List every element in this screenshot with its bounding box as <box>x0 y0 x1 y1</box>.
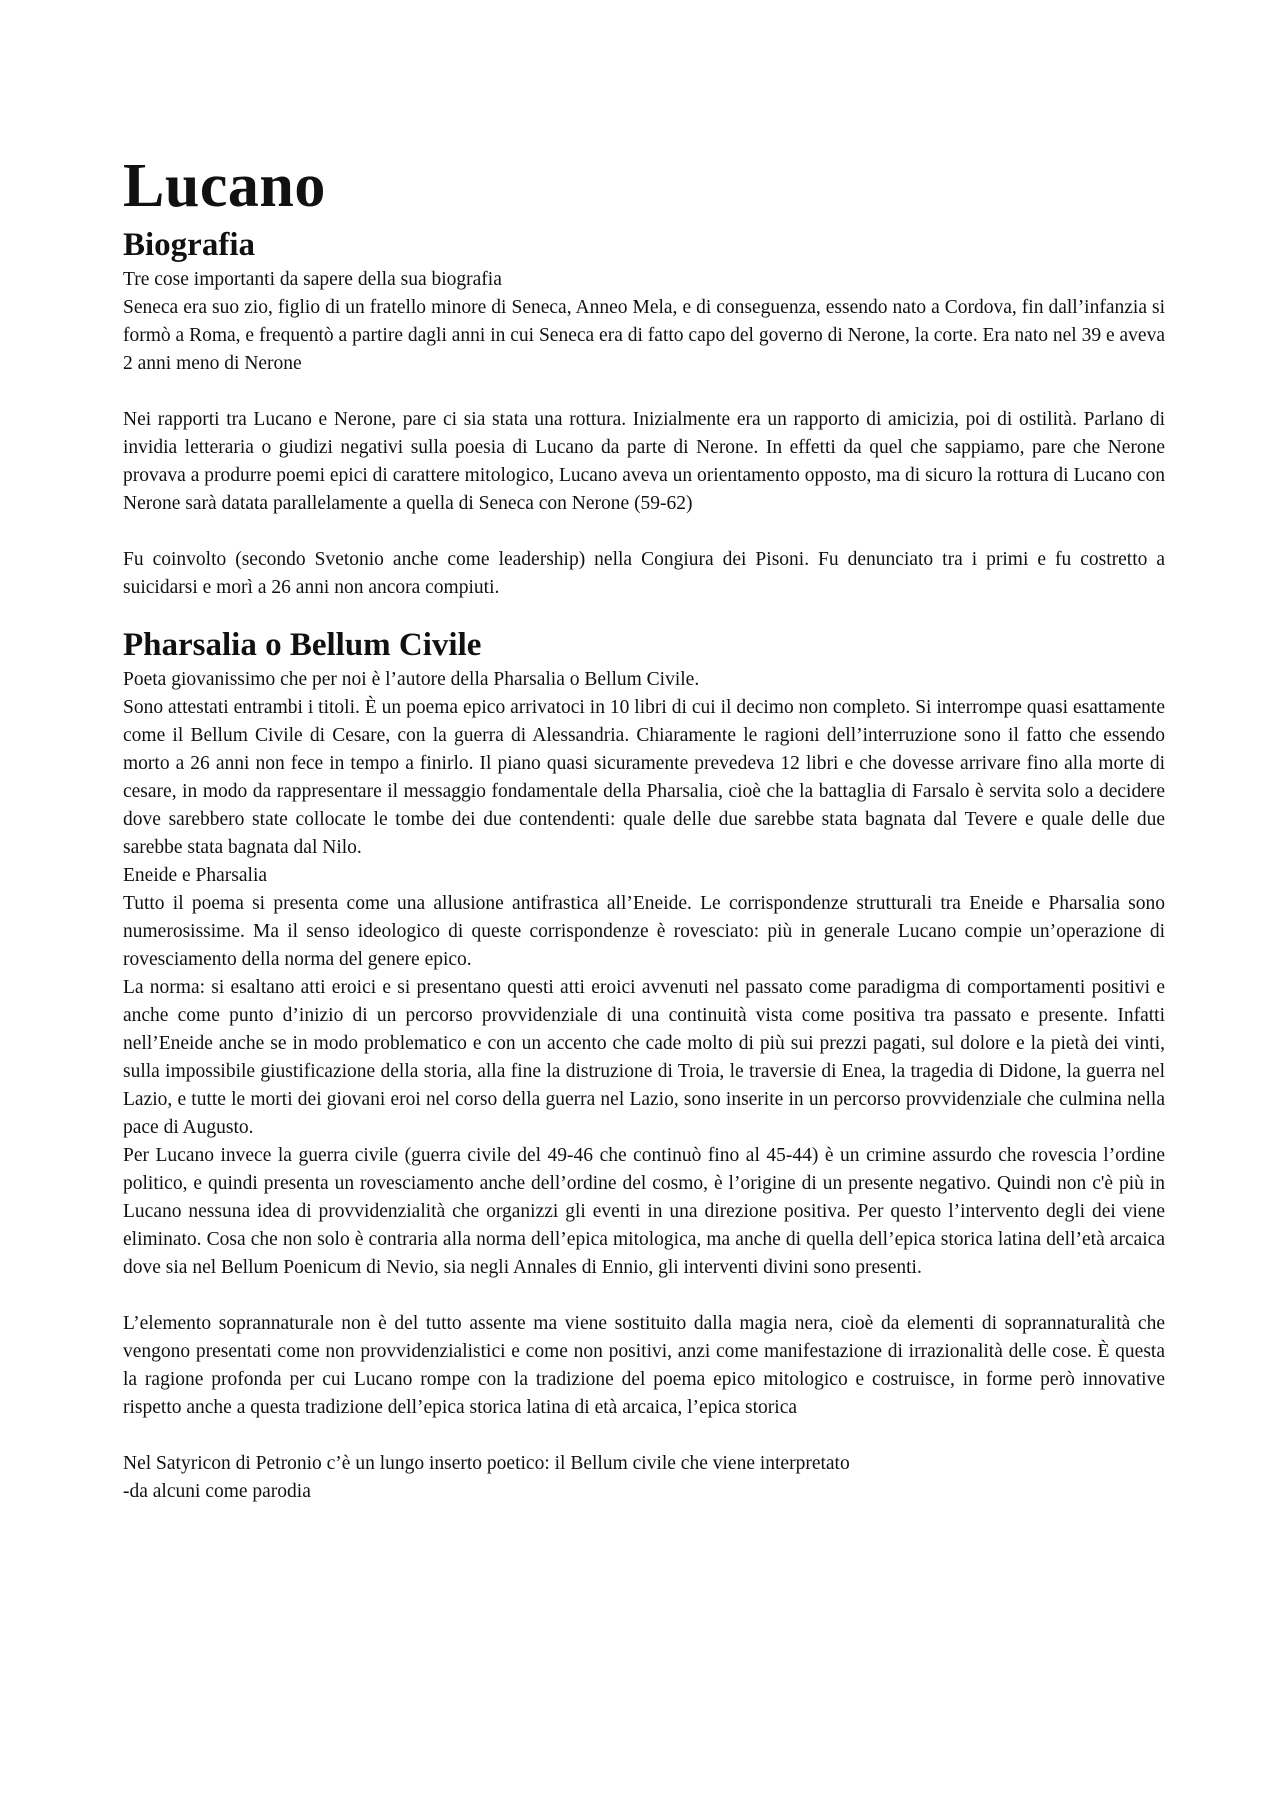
paragraph-spacer <box>123 378 1165 406</box>
paragraph: Seneca era suo zio, figlio di un fratello minore di Seneca, Anneo Mela, e di conseguenza, essendo nato a Cordova, fin dall’infanzia si formò a Roma, e frequentò a partire dagli anni in cui Seneca era di fatto capo del governo di Nerone, la corte. Era nato nel 39 e aveva 2 anni meno di Nerone <box>123 297 1165 374</box>
paragraph-spacer <box>123 518 1165 546</box>
paragraph: Sono attestati entrambi i titoli. È un poema epico arrivatoci in 10 libri di cui il decimo non completo. Si interrompe quasi esattamente come il Bellum Civile di Cesare, con la guerra di Alessandria. Chiaramente le ragioni dell’interruzione sono il fatto che essendo morto a 26 anni non fece in tempo a finirlo. Il piano quasi sicuramente prevedeva 12 libri e che dovesse arrivare fino alla morte di cesare, in modo da rappresentare il messaggio fondamentale della Pharsalia, cioè che la battaglia di Farsalo è servita solo a decidere dove sarebbero state collocate le tombe dei due contendenti: quale delle due sarebbe stata bagnata dal Tevere e quale delle due sarebbe stata bagnata dal Nilo. <box>123 697 1165 858</box>
paragraph: Nei rapporti tra Lucano e Nerone, pare ci sia stata una rottura. Inizialmente era un rapporto di amicizia, poi di ostilità. Parlano di invidia letteraria o giudizi negativi sulla poesia di Lucano da parte di Nerone. In effetti da quel che sappiamo, pare che Nerone provava a produrre poemi epici di carattere mitologico, Lucano aveva un orientamento opposto, ma di sicuro la rottura di Lucano con Nerone sarà datata parallelamente a quella di Seneca con Nerone (59-62) <box>123 409 1165 514</box>
section-heading-biografia: Biografia <box>123 227 255 263</box>
paragraph-spacer <box>123 1422 1165 1450</box>
document-page <box>123 150 1165 1506</box>
paragraph: La norma: si esaltano atti eroici e si presentano questi atti eroici avvenuti nel passato come paradigma di comportamenti positivi e anche come punto d’inizio di un percorso provvidenziale di una continuità vista come positiva tra passato e presente. Infatti nell’Eneide anche se in modo problematico e con un accento che cade molto di più sui prezzi pagati, sul dolore e la pietà dei vinti, sulla impossibile giustificazione della storia, alla fine la distruzione di Troia, le traversie di Enea, la tragedia di Didone, la guerra nel Lazio, e tutte le morti dei giovani eroi nel corso della guerra nel Lazio, sono inserite in un percorso provvidenziale che culmina nella pace di Augusto. <box>123 977 1165 1138</box>
section-heading-pharsalia: Pharsalia o Bellum Civile <box>123 627 482 663</box>
paragraph: Per Lucano invece la guerra civile (guerra civile del 49-46 che continuò fino al 45-44) è un crimine assurdo che rovescia l’ordine politico, e quindi presenta un rovesciamento anche dell’ordine del cosmo, è l’origine di un presente negativo. Quindi non c'è più in Lucano nessuna idea di provvidenzialità che organizzi gli eventi in una direzione positiva. Per questo l’intervento degli dei viene eliminato. Cosa che non solo è contraria alla norma dell’epica mitologica, ma anche di quella dell’epica storica latina dell’età arcaica dove sia nel Bellum Poenicum di Nevio, sia negli Annales di Ennio, gli interventi divini sono presenti. <box>123 1145 1165 1278</box>
paragraph: Fu coinvolto (secondo Svetonio anche come leadership) nella Congiura dei Pisoni. Fu denunciato tra i primi e fu costretto a suicidarsi e morì a 26 anni non ancora compiuti. <box>123 549 1165 598</box>
document-title: Lucano <box>123 152 326 220</box>
paragraph: Poeta giovanissimo che per noi è l’autore della Pharsalia o Bellum Civile. <box>123 669 700 690</box>
paragraph: -da alcuni come parodia <box>123 1481 311 1502</box>
subheading-eneide-pharsalia: Eneide e Pharsalia <box>123 865 268 886</box>
paragraph: Tre cose importanti da sapere della sua biografia <box>123 269 502 290</box>
paragraph: Nel Satyricon di Petronio c’è un lungo inserto poetico: il Bellum civile che viene interpretato <box>123 1453 850 1474</box>
paragraph-spacer <box>123 1282 1165 1310</box>
paragraph: L’elemento soprannaturale non è del tutto assente ma viene sostituito dalla magia nera, cioè da elementi di soprannaturalità che vengono presentati come non provvidenzialistici e come non positivi, anzi come manifestazione di irrazionalità delle cose. È questa la ragione profonda per cui Lucano rompe con la tradizione del poema epico mitologico e costruisce, in forme però innovative rispetto anche a questa tradizione dell’epica storica latina di età arcaica, l’epica storica <box>123 1313 1165 1418</box>
paragraph: Tutto il poema si presenta come una allusione antifrastica all’Eneide. Le corrispondenze strutturali tra Eneide e Pharsalia sono numerosissime. Ma il senso ideologico di queste corrispondenze è rovesciato: più in generale Lucano compie un’operazione di rovesciamento della norma del genere epico. <box>123 893 1165 970</box>
